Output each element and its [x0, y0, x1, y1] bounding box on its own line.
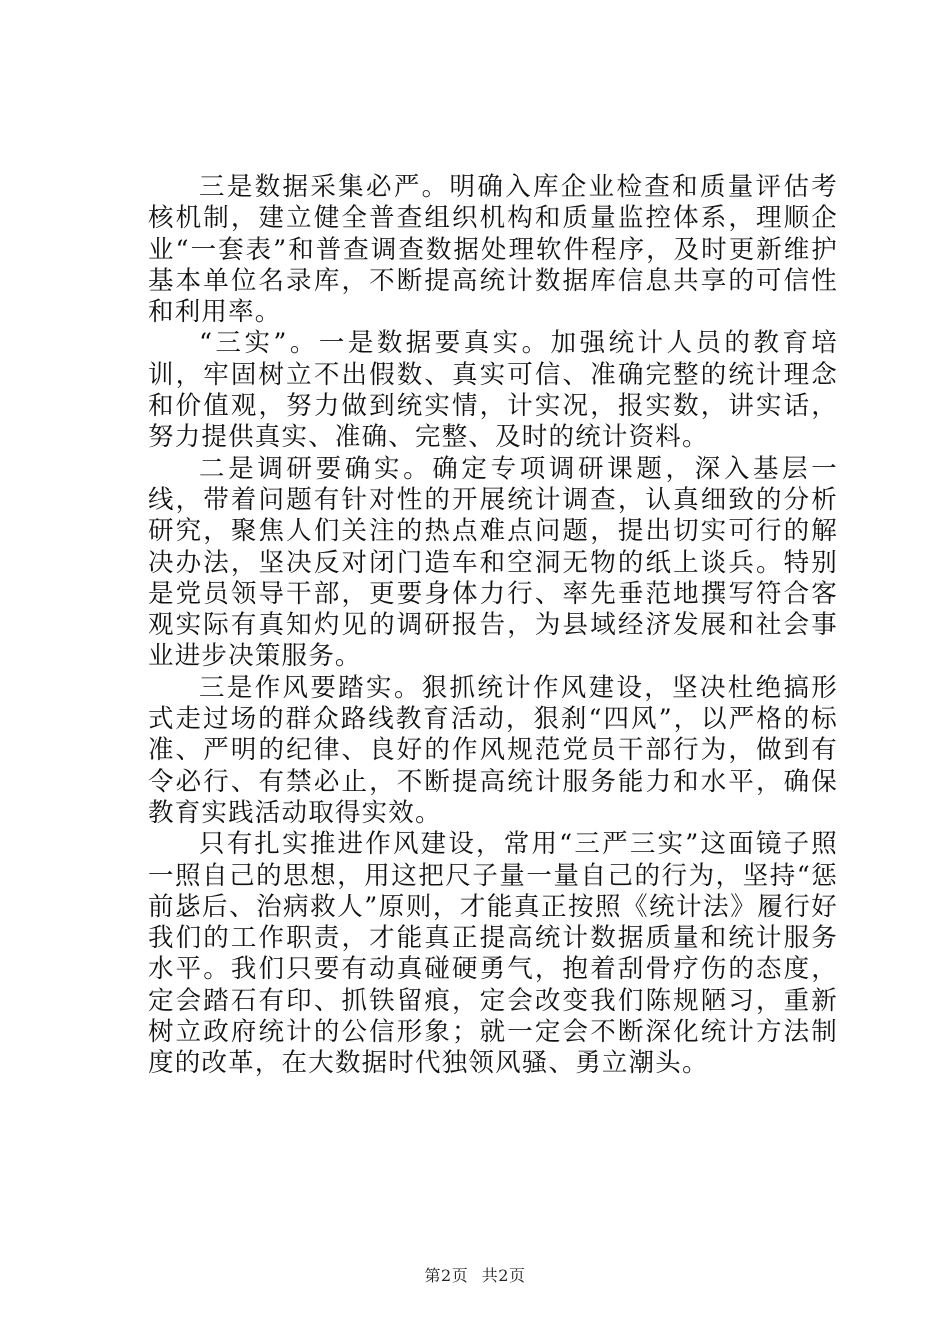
- page-number-total: 共2页: [481, 1266, 526, 1285]
- paragraph-conclusion: 只有扎实推进作风建设，常用“三严三实”这面镜子照一照自己的思想，用这把尺子量一量自己的行为，坚持“惩前毖后、治病救人”原则，才能真正按照《统计法》履行好我们的工作职责，才能真正提高统计数据质量和统计服务水平。我们只要有动真碰硬勇气，抱着刮骨疗伤的态度，定会踏石有印、抓铁留痕，定会改变我们陈规陋习，重新树立政府统计的公信形象；就一定会不断深化统计方法制度的改革，在大数据时代独领风骚、勇立潮头。: [148, 829, 838, 1079]
- paragraph-data-collection: 三是数据采集必严。明确入库企业检查和质量评估考核机制，建立健全普查组织机构和质量监控体系，理顺企业“一套表”和普查调查数据处理软件程序，及时更新维护基本单位名录库，不断提高统计数据库信息共享的可信性和利用率。: [148, 172, 838, 328]
- paragraph-work-style: 三是作风要踏实。狠抓统计作风建设，坚决杜绝搞形式走过场的群众路线教育活动，狠刹“四风”，以严格的标准、严明的纪律、良好的作风规范党员干部行为，做到有令必行、有禁必止，不断提高统计服务能力和水平，确保教育实践活动取得实效。: [148, 672, 838, 828]
- paragraph-research: 二是调研要确实。确定专项调研课题，深入基层一线，带着问题有针对性的开展统计调查，认真细致的分析研究，聚焦人们关注的热点难点问题，提出切实可行的解决办法，坚决反对闭门造车和空洞无物的纸上谈兵。特别是党员领导干部，更要身体力行、率先垂范地撰写符合客观实际有真知灼见的调研报告，为县域经济发展和社会事业进步决策服务。: [148, 453, 838, 672]
- page-number-current: 第2页: [424, 1266, 469, 1285]
- paragraph-three-truths: “三实”。一是数据要真实。加强统计人员的教育培训，牢固树立不出假数、真实可信、准确完整的统计理念和价值观，努力做到统实情，计实况，报实数，讲实话，努力提供真实、准确、完整、及时的统计资料。: [148, 328, 838, 453]
- document-body: [148, 172, 838, 1080]
- page-footer: [0, 1266, 950, 1286]
